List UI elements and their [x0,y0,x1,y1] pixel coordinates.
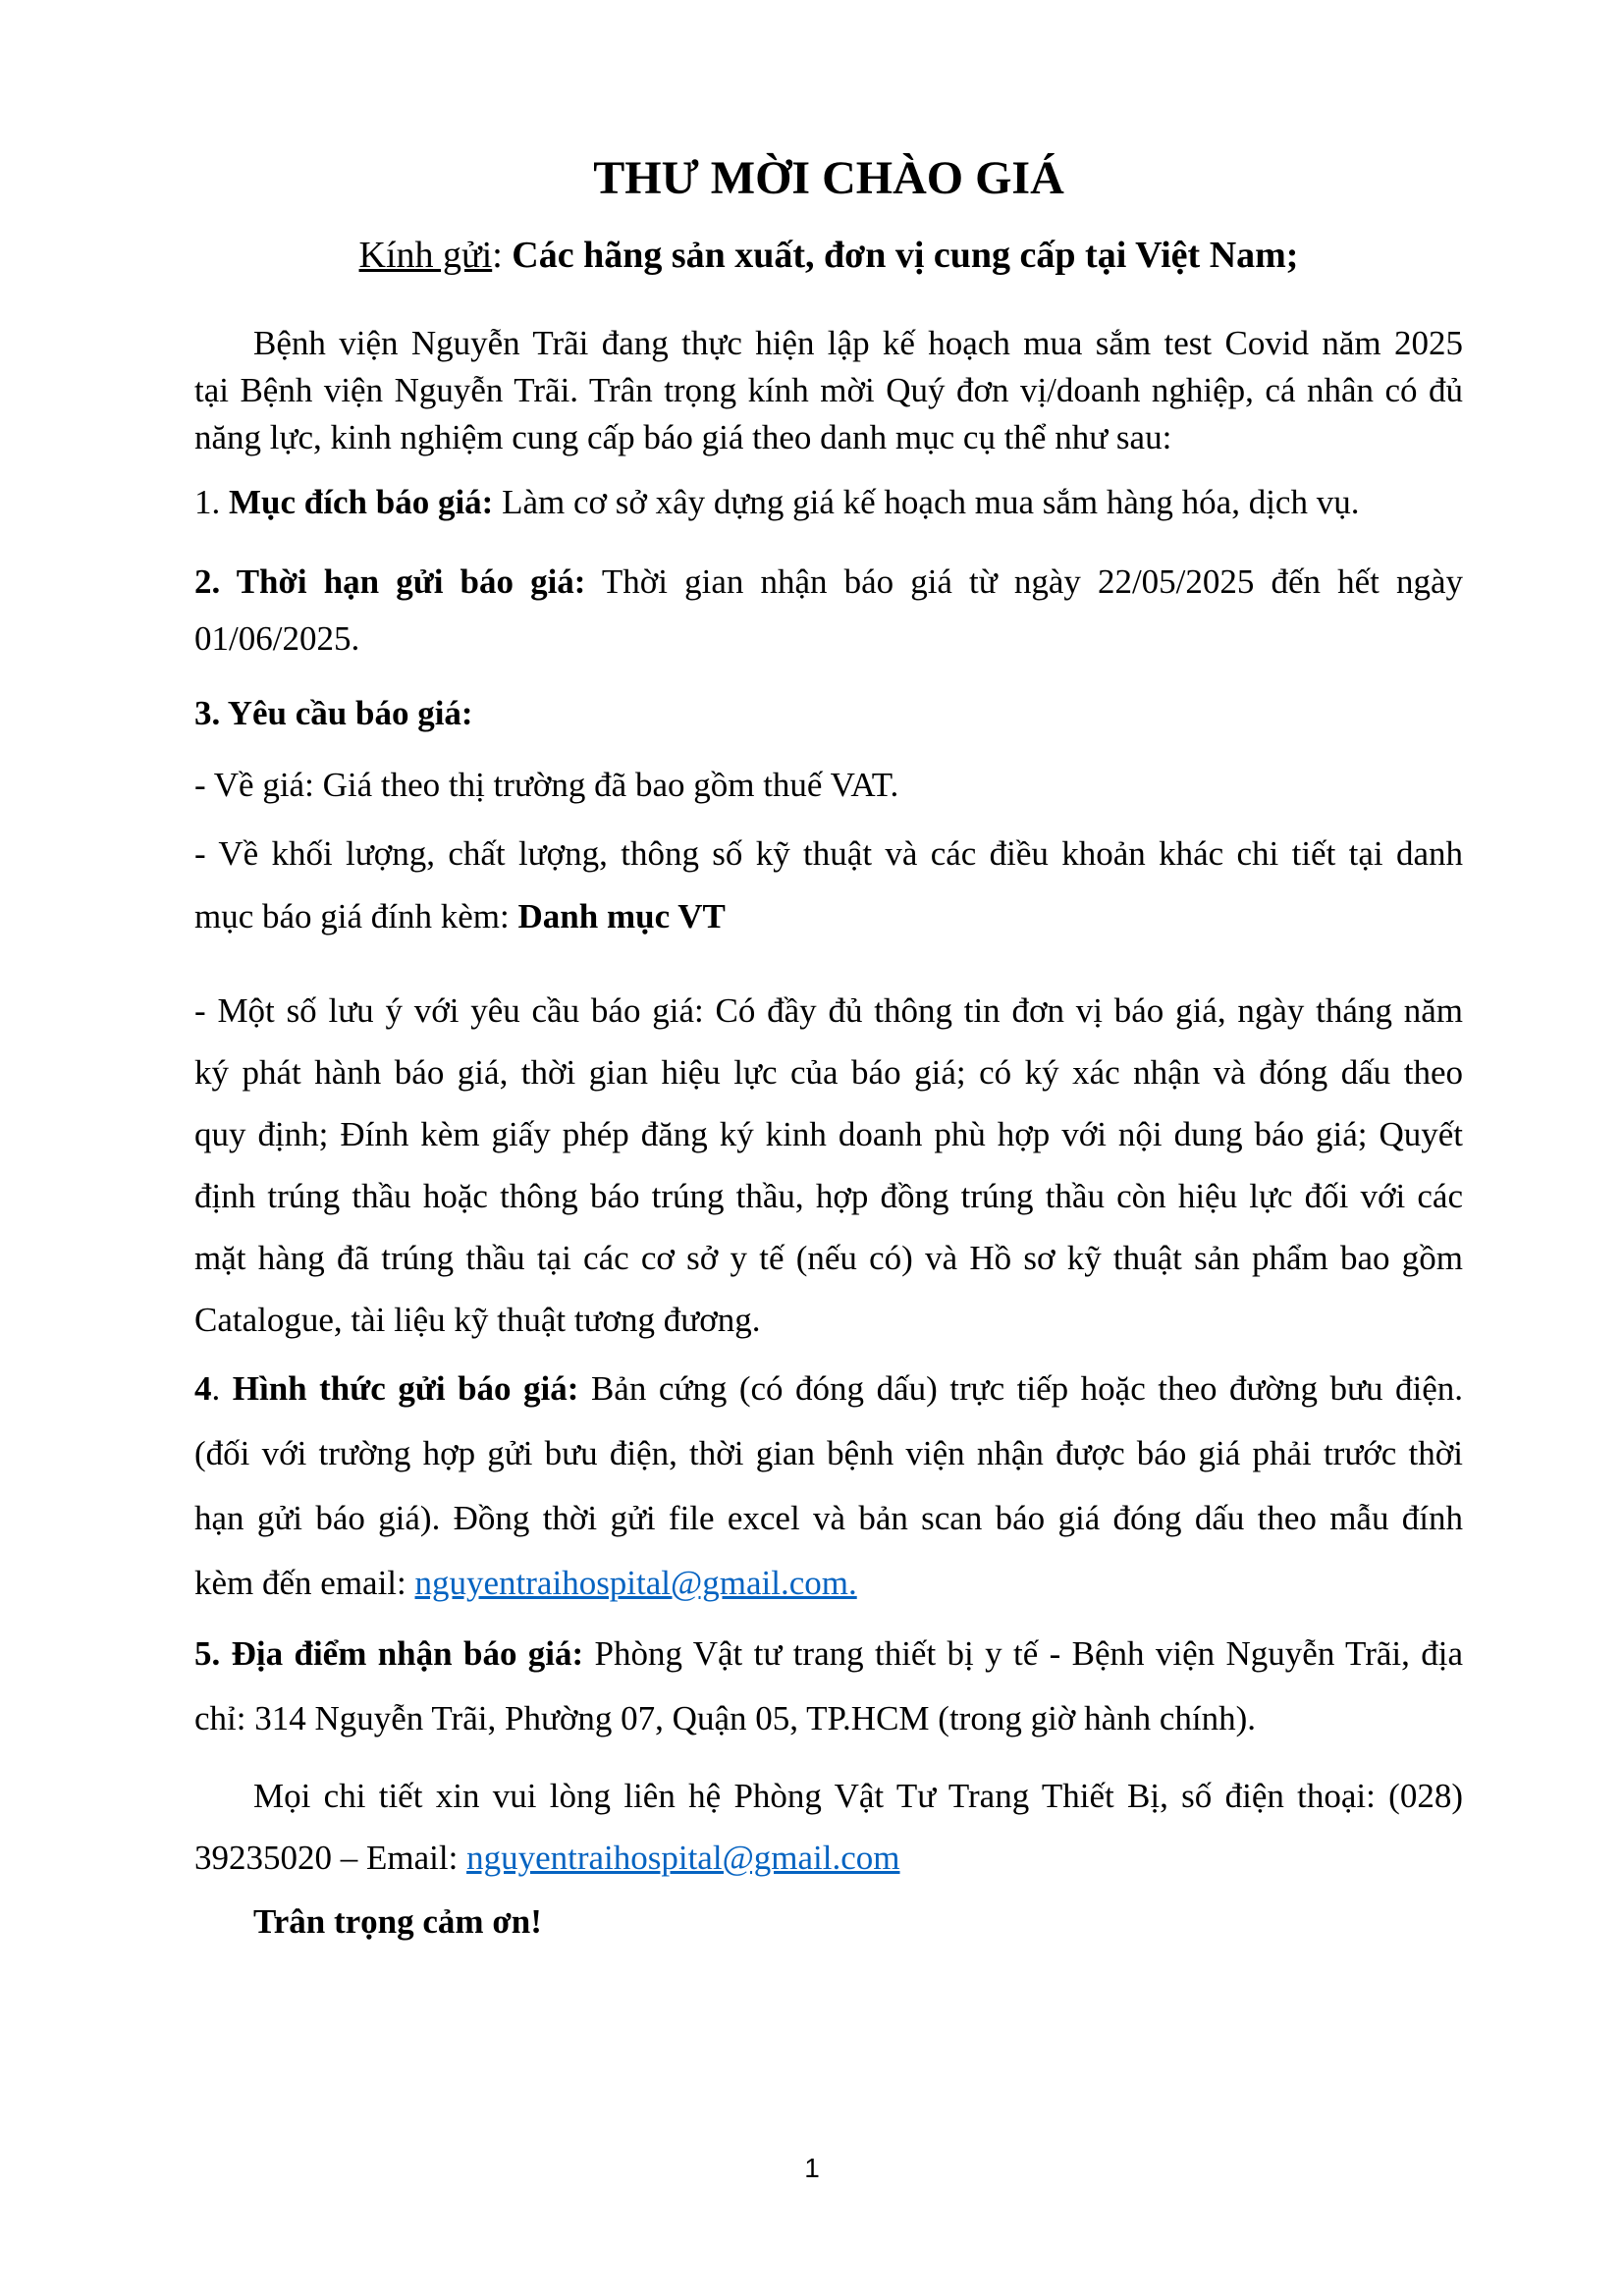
text-line [194,611,1463,667]
section-1-purpose [194,477,1463,528]
title [194,147,1463,210]
text-segment: 2. Thời hạn gửi báo giá: [194,562,586,601]
text-segment: (đối với trường hợp gửi bưu điện, thời gian bệnh viện nhận được báo giá phải trước thời [194,1434,1463,1472]
text-segment: - Về khối lượng, chất lượng, thông số kỹ thuật và các điều khoản khác chi tiết tại danh [194,834,1463,873]
text-segment: Trân trọng cảm ơn! [253,1902,542,1941]
text-segment: - Về giá: Giá theo thị trường đã bao gồm thuế VAT. [194,766,899,804]
text-segment: 01/06/2025. [194,619,360,658]
text-line [194,414,1463,461]
text-line [194,1622,1463,1686]
text-line [194,1827,1463,1889]
text-line [194,1486,1463,1551]
text-segment: 39235020 – Email: [194,1839,467,1877]
text-segment: : [492,235,513,276]
closing [194,1892,1463,1952]
text-line [194,980,1463,1041]
text-line [194,1421,1463,1486]
text-segment: 3. Yêu cầu báo giá: [194,694,473,732]
text-segment: 4 [194,1369,212,1408]
text-line [194,1765,1463,1827]
text-segment: THƯ MỜI CHÀO GIÁ [593,152,1064,204]
text-segment: mặt hàng đã trúng thầu tại các cơ sở y tế (nếu có) và Hồ sơ kỹ thuật sản phẩm bao gồm [194,1239,1463,1277]
email-link[interactable]: nguyentraihospital@gmail.com. [414,1564,857,1602]
text-line [194,320,1463,367]
text-line [194,477,1463,528]
text-line [194,1357,1463,1421]
text-segment: ký phát hành báo giá, thời gian hiệu lực của báo giá; có ký xác nhận và đóng dấu theo [194,1053,1463,1092]
page-number: 1 [804,2153,820,2183]
section-4-method [194,1357,1463,1616]
text-segment: định trúng thầu hoặc thông báo trúng thầu, hợp đồng trúng thầu còn hiệu lực đối với các [194,1177,1463,1215]
text-segment: Hình thức gửi báo giá: [232,1369,579,1408]
contact [194,1765,1463,1889]
text-line [194,685,1463,742]
text-segment: năng lực, kinh nghiệm cung cấp báo giá theo danh mục cụ thể như sau: [194,418,1172,456]
text-segment: . [211,1369,233,1408]
text-segment: 1. [194,483,229,521]
text-line [194,1686,1463,1751]
document-body [194,147,1463,1952]
text-line [194,1103,1463,1165]
text-line [194,1041,1463,1103]
text-line [194,367,1463,414]
text-segment: 5. Địa điểm nhận báo giá: [194,1634,584,1673]
text-segment: mục báo giá đính kèm: [194,897,518,935]
section-3-requirements [194,685,1463,742]
req-price [194,756,1463,815]
email-link[interactable]: nguyentraihospital@gmail.com [466,1839,900,1877]
text-line [194,1892,1463,1952]
text-segment: Bản cứng (có đóng dấu) trực tiếp hoặc theo đường bưu điện. [578,1369,1463,1408]
salutation [194,230,1463,281]
text-line [194,1227,1463,1289]
text-line [194,823,1463,885]
text-line [194,1289,1463,1351]
text-segment: hạn gửi báo giá). Đồng thời gửi file excel và bản scan báo giá đóng dấu theo mẫu đính [194,1499,1463,1537]
text-line [194,1551,1463,1616]
text-segment: quy định; Đính kèm giấy phép đăng ký kinh doanh phù hợp với nội dung báo giá; Quyết [194,1115,1463,1153]
text-line [194,554,1463,611]
text-segment: Catalogue, tài liệu kỹ thuật tương đương. [194,1301,761,1339]
req-notes [194,980,1463,1351]
text-segment: kèm đến email: [194,1564,415,1602]
text-segment: chỉ: 314 Nguyễn Trãi, Phường 07, Quận 05, TP.HCM (trong giờ hành chính). [194,1699,1257,1737]
section-5-location [194,1622,1463,1751]
text-line [194,1165,1463,1227]
text-segment: tại Bệnh viện Nguyễn Trãi. Trân trọng kính mời Quý đơn vị/doanh nghiệp, cá nhân có đủ [194,371,1463,409]
text-line [194,885,1463,948]
text-segment: Phòng Vật tư trang thiết bị y tế - Bệnh viện Nguyễn Trãi, địa [583,1634,1463,1673]
text-segment: Bệnh viện Nguyễn Trãi đang thực hiện lập kế hoạch mua sắm test Covid năm 2025 [253,324,1463,362]
text-segment: Làm cơ sở xây dựng giá kế hoạch mua sắm hàng hóa, dịch vụ. [493,483,1360,521]
text-segment: Mọi chi tiết xin vui lòng liên hệ Phòng Vật Tư Trang Thiết Bị, số điện thoại: (028) [253,1777,1463,1815]
text-segment: - Một số lưu ý với yêu cầu báo giá: Có đầy đủ thông tin đơn vị báo giá, ngày tháng năm [194,991,1463,1030]
text-segment: Các hãng sản xuất, đơn vị cung cấp tại Việt Nam; [512,235,1299,276]
section-2-deadline [194,554,1463,667]
text-line [194,147,1463,210]
text-line [194,230,1463,281]
text-line [194,756,1463,815]
text-segment: Thời gian nhận báo giá từ ngày 22/05/2025 đến hết ngày [585,562,1463,601]
text-segment: Danh mục VT [517,897,726,935]
req-quantity [194,823,1463,948]
text-segment: Mục đích báo giá: [229,483,494,521]
text-segment: Kính gửi [358,235,493,276]
intro [194,320,1463,461]
